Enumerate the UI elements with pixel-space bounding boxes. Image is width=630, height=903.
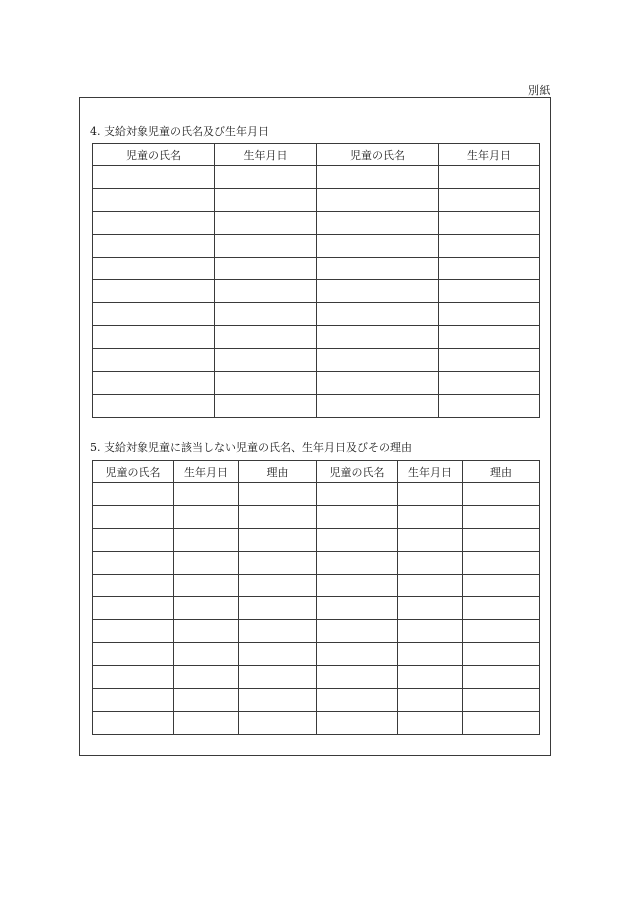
table-row [93, 303, 540, 326]
table-cell[interactable] [215, 303, 317, 326]
table-cell[interactable] [463, 666, 540, 689]
table-cell[interactable] [463, 483, 540, 506]
page-label: 別紙 [528, 84, 551, 97]
table-cell[interactable] [439, 394, 540, 417]
table-cell[interactable] [239, 689, 317, 712]
table-cell[interactable] [93, 257, 215, 280]
table-row [93, 166, 540, 189]
table-cell[interactable] [317, 349, 439, 372]
table-cell[interactable] [317, 372, 439, 395]
table-cell[interactable] [398, 483, 463, 506]
ineligible-children-table [92, 460, 540, 735]
table-row [93, 211, 540, 234]
table-cell[interactable] [439, 280, 540, 303]
table-cell[interactable] [93, 166, 215, 189]
table-cell[interactable] [215, 326, 317, 349]
table-row [93, 574, 540, 597]
table-row [93, 711, 540, 734]
table-cell[interactable] [439, 234, 540, 257]
table-row [93, 620, 540, 643]
table-cell[interactable] [463, 711, 540, 734]
table-cell[interactable] [93, 689, 174, 712]
table-row [93, 234, 540, 257]
table-cell[interactable] [398, 666, 463, 689]
table-row [93, 551, 540, 574]
table-cell[interactable] [463, 551, 540, 574]
table-cell[interactable] [239, 483, 317, 506]
table-row [93, 689, 540, 712]
table-cell[interactable] [239, 620, 317, 643]
table-cell[interactable] [317, 666, 398, 689]
table-cell[interactable] [398, 643, 463, 666]
table-cell[interactable] [317, 551, 398, 574]
table-row [93, 188, 540, 211]
section5-title: 5. 支給対象児童に該当しない児童の氏名、生年月日及びその理由 [90, 441, 412, 454]
table-cell[interactable] [463, 597, 540, 620]
table-cell[interactable] [317, 166, 439, 189]
table-cell[interactable] [239, 551, 317, 574]
table-cell[interactable] [93, 643, 174, 666]
table-cell[interactable] [174, 711, 239, 734]
table-cell[interactable] [174, 551, 239, 574]
table-row [93, 326, 540, 349]
table-cell[interactable] [317, 303, 439, 326]
table-cell[interactable] [93, 666, 174, 689]
table-row [93, 483, 540, 506]
header-reason: 理由 [463, 461, 540, 483]
table-cell[interactable] [398, 551, 463, 574]
table-cell[interactable] [317, 574, 398, 597]
table-cell[interactable] [174, 505, 239, 528]
table-cell[interactable] [215, 372, 317, 395]
table-cell[interactable] [239, 643, 317, 666]
table-cell[interactable] [317, 326, 439, 349]
table-cell[interactable] [93, 528, 174, 551]
table-cell[interactable] [239, 574, 317, 597]
table-cell[interactable] [93, 574, 174, 597]
table-cell[interactable] [174, 689, 239, 712]
header-child-name: 児童の氏名 [93, 144, 215, 166]
table-cell[interactable] [439, 326, 540, 349]
table-cell[interactable] [317, 528, 398, 551]
table-cell[interactable] [215, 188, 317, 211]
table-cell[interactable] [317, 689, 398, 712]
table-cell[interactable] [463, 505, 540, 528]
table-cell[interactable] [398, 620, 463, 643]
table-header-row [93, 461, 540, 483]
table-cell[interactable] [439, 188, 540, 211]
table-cell[interactable] [317, 211, 439, 234]
table-cell[interactable] [93, 372, 215, 395]
table-row [93, 597, 540, 620]
table-cell[interactable] [174, 574, 239, 597]
table-cell[interactable] [439, 303, 540, 326]
table-row [93, 394, 540, 417]
table-cell[interactable] [463, 643, 540, 666]
table-cell[interactable] [239, 597, 317, 620]
table-cell[interactable] [93, 303, 215, 326]
table-cell[interactable] [317, 711, 398, 734]
header-birth-date: 生年月日 [398, 461, 463, 483]
table-row [93, 349, 540, 372]
table-cell[interactable] [439, 257, 540, 280]
table-cell[interactable] [93, 211, 215, 234]
header-birth-date: 生年月日 [215, 144, 317, 166]
table-row [93, 280, 540, 303]
table-row [93, 257, 540, 280]
table-cell[interactable] [439, 211, 540, 234]
table-cell[interactable] [317, 234, 439, 257]
table-cell[interactable] [317, 394, 439, 417]
table-cell[interactable] [317, 188, 439, 211]
table-cell[interactable] [439, 166, 540, 189]
table-cell[interactable] [463, 528, 540, 551]
table-cell[interactable] [93, 349, 215, 372]
table-cell[interactable] [398, 689, 463, 712]
table-cell[interactable] [93, 188, 215, 211]
table-cell[interactable] [174, 643, 239, 666]
table-cell[interactable] [317, 483, 398, 506]
table-cell[interactable] [174, 620, 239, 643]
table-cell[interactable] [215, 211, 317, 234]
table-cell[interactable] [93, 620, 174, 643]
table-cell[interactable] [398, 711, 463, 734]
table-cell[interactable] [317, 597, 398, 620]
table-row [93, 643, 540, 666]
table-row [93, 528, 540, 551]
table-cell[interactable] [93, 483, 174, 506]
table-cell[interactable] [215, 257, 317, 280]
table-cell[interactable] [463, 620, 540, 643]
eligible-children-table [92, 143, 540, 418]
table-cell[interactable] [93, 551, 174, 574]
table-row [93, 372, 540, 395]
table-cell[interactable] [93, 394, 215, 417]
header-child-name: 児童の氏名 [93, 461, 174, 483]
table-cell[interactable] [439, 372, 540, 395]
table-cell[interactable] [398, 505, 463, 528]
table-cell[interactable] [174, 483, 239, 506]
header-birth-date: 生年月日 [439, 144, 540, 166]
table-cell[interactable] [215, 349, 317, 372]
table-cell[interactable] [317, 643, 398, 666]
table-row [93, 505, 540, 528]
table-cell[interactable] [239, 666, 317, 689]
table-cell[interactable] [174, 666, 239, 689]
header-reason: 理由 [239, 461, 317, 483]
table-cell[interactable] [215, 234, 317, 257]
table-cell[interactable] [215, 166, 317, 189]
table-cell[interactable] [174, 597, 239, 620]
table-cell[interactable] [239, 711, 317, 734]
table-cell[interactable] [93, 234, 215, 257]
table-cell[interactable] [317, 257, 439, 280]
table-cell[interactable] [215, 394, 317, 417]
table-row [93, 666, 540, 689]
table-cell[interactable] [317, 280, 439, 303]
table-cell[interactable] [215, 280, 317, 303]
table-cell[interactable] [317, 620, 398, 643]
table-cell[interactable] [463, 574, 540, 597]
table-cell[interactable] [398, 574, 463, 597]
table-cell[interactable] [93, 280, 215, 303]
table-cell[interactable] [93, 326, 215, 349]
table-header-row [93, 144, 540, 166]
table-cell[interactable] [398, 597, 463, 620]
section4-title: 4. 支給対象児童の氏名及び生年月日 [90, 125, 269, 138]
table-cell[interactable] [398, 528, 463, 551]
table-cell[interactable] [93, 597, 174, 620]
table-cell[interactable] [174, 528, 239, 551]
header-birth-date: 生年月日 [174, 461, 239, 483]
table-cell[interactable] [317, 505, 398, 528]
table-cell[interactable] [93, 711, 174, 734]
table-cell[interactable] [439, 349, 540, 372]
header-child-name: 児童の氏名 [317, 461, 398, 483]
header-child-name: 児童の氏名 [317, 144, 439, 166]
table-cell[interactable] [239, 505, 317, 528]
table-cell[interactable] [463, 689, 540, 712]
table-cell[interactable] [239, 528, 317, 551]
table-cell[interactable] [93, 505, 174, 528]
